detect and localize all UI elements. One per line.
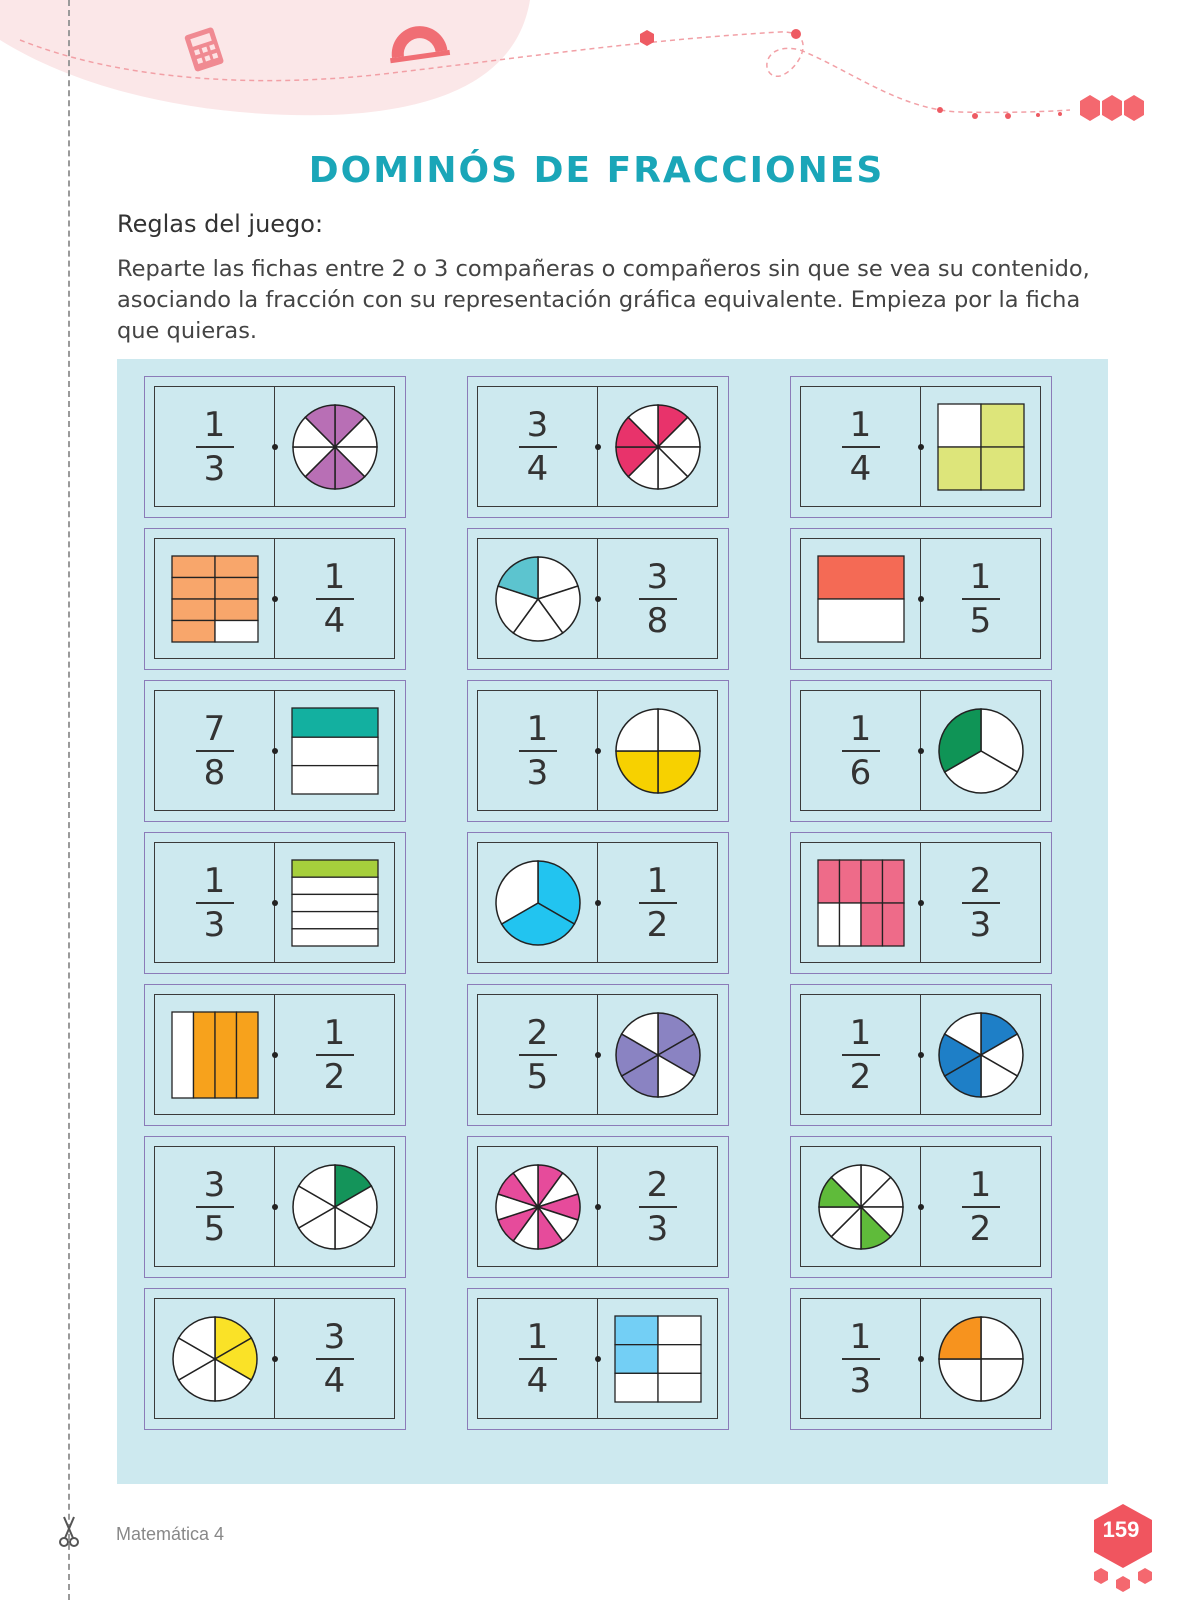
numerator: 1 xyxy=(849,708,872,749)
fraction-circle xyxy=(290,1162,380,1252)
center-dot xyxy=(272,596,278,602)
denominator: 4 xyxy=(526,1360,549,1401)
domino-tile[interactable] xyxy=(144,680,406,822)
domino-right-half xyxy=(921,843,1040,962)
rectangle-cell xyxy=(981,447,1024,490)
numerator: 1 xyxy=(969,556,992,597)
domino-left-half xyxy=(478,539,598,658)
fraction-circle xyxy=(613,402,703,492)
domino-right-half xyxy=(275,691,394,810)
domino-face xyxy=(477,1146,718,1267)
numerator: 1 xyxy=(203,860,226,901)
domino-face xyxy=(800,1298,1041,1419)
center-dot xyxy=(918,748,924,754)
denominator: 3 xyxy=(969,904,992,945)
rectangle-cell xyxy=(215,577,258,599)
rectangle-cell xyxy=(861,903,883,946)
numerator: 1 xyxy=(849,1012,872,1053)
domino-tile[interactable] xyxy=(790,376,1052,518)
rectangle-cell xyxy=(658,1373,701,1402)
domino-left-half xyxy=(801,1147,921,1266)
rectangle-cell xyxy=(236,1012,258,1098)
fraction xyxy=(842,1317,880,1401)
fraction-circle xyxy=(170,1314,260,1404)
domino-right-half xyxy=(275,843,394,962)
domino-face xyxy=(800,690,1041,811)
numerator: 2 xyxy=(969,860,992,901)
denominator: 2 xyxy=(849,1056,872,1097)
domino-left-half xyxy=(801,1299,921,1418)
domino-tile[interactable] xyxy=(467,680,729,822)
numerator: 2 xyxy=(526,1012,549,1053)
fraction-bar xyxy=(842,750,880,752)
rectangle-cell xyxy=(215,620,258,642)
fraction-rectangle xyxy=(290,858,380,948)
fraction xyxy=(196,709,234,793)
fraction xyxy=(196,861,234,945)
rectangle-cell xyxy=(818,556,904,599)
domino-right-half xyxy=(598,691,717,810)
numerator: 1 xyxy=(969,1164,992,1205)
fraction-bar xyxy=(519,750,557,752)
center-dot xyxy=(595,900,601,906)
domino-right-half xyxy=(275,1299,394,1418)
rectangle-cell xyxy=(292,911,378,928)
rectangle-cell xyxy=(292,928,378,945)
fraction-bar xyxy=(196,750,234,752)
numerator: 7 xyxy=(203,708,226,749)
domino-tile[interactable] xyxy=(144,528,406,670)
rectangle-cell xyxy=(981,404,1024,447)
domino-tile[interactable] xyxy=(467,528,729,670)
fraction-circle xyxy=(816,1162,906,1252)
page-title: DOMINÓS DE FRACCIONES xyxy=(308,150,885,191)
domino-left-half xyxy=(478,1299,598,1418)
domino-left-half xyxy=(478,843,598,962)
center-dot xyxy=(272,1052,278,1058)
domino-tile[interactable] xyxy=(790,528,1052,670)
denominator: 4 xyxy=(849,448,872,489)
domino-left-half xyxy=(155,995,275,1114)
fraction xyxy=(639,1165,677,1249)
domino-left-half xyxy=(155,539,275,658)
fraction xyxy=(639,861,677,945)
domino-right-half xyxy=(598,843,717,962)
domino-face xyxy=(477,842,718,963)
center-dot xyxy=(595,596,601,602)
center-dot xyxy=(272,1204,278,1210)
fraction-rectangle xyxy=(936,402,1026,492)
domino-tile[interactable] xyxy=(144,832,406,974)
numerator: 2 xyxy=(646,1164,669,1205)
domino-face xyxy=(800,842,1041,963)
fraction-bar xyxy=(519,1358,557,1360)
numerator: 3 xyxy=(203,1164,226,1205)
fraction-circle xyxy=(290,402,380,492)
center-dot xyxy=(272,748,278,754)
denominator: 3 xyxy=(526,752,549,793)
domino-face xyxy=(800,1146,1041,1267)
rectangle-cell xyxy=(292,708,378,737)
domino-face xyxy=(154,842,395,963)
numerator: 1 xyxy=(849,404,872,445)
cut-line xyxy=(68,0,70,1600)
denominator: 3 xyxy=(203,904,226,945)
center-dot xyxy=(918,900,924,906)
fraction xyxy=(196,405,234,489)
numerator: 1 xyxy=(323,556,346,597)
numerator: 1 xyxy=(323,1012,346,1053)
fraction-bar xyxy=(196,1206,234,1208)
denominator: 4 xyxy=(526,448,549,489)
rectangle-cell xyxy=(292,860,378,877)
fraction-circle xyxy=(936,706,1026,796)
domino-tile[interactable] xyxy=(144,1136,406,1278)
denominator: 2 xyxy=(646,904,669,945)
domino-tile[interactable] xyxy=(467,1288,729,1430)
domino-left-half xyxy=(478,995,598,1114)
fraction-bar xyxy=(962,598,1000,600)
domino-face xyxy=(800,538,1041,659)
center-dot xyxy=(918,1052,924,1058)
fraction xyxy=(842,405,880,489)
center-dot xyxy=(595,444,601,450)
numerator: 3 xyxy=(323,1316,346,1357)
domino-right-half xyxy=(275,539,394,658)
numerator: 1 xyxy=(526,1316,549,1357)
domino-tile[interactable] xyxy=(467,832,729,974)
denominator: 8 xyxy=(203,752,226,793)
denominator: 4 xyxy=(323,1360,346,1401)
rectangle-cell xyxy=(215,556,258,578)
rectangle-cell xyxy=(938,404,981,447)
fraction-bar xyxy=(842,1054,880,1056)
circle-sector xyxy=(939,1359,981,1401)
domino-right-half xyxy=(598,387,717,506)
fraction xyxy=(962,1165,1000,1249)
circle-sector xyxy=(658,709,700,751)
rectangle-cell xyxy=(172,577,215,599)
domino-face xyxy=(154,690,395,811)
domino-face xyxy=(477,690,718,811)
domino-right-half xyxy=(598,995,717,1114)
center-dot xyxy=(595,1356,601,1362)
fraction-bar xyxy=(519,446,557,448)
fraction xyxy=(316,557,354,641)
domino-right-half xyxy=(598,1299,717,1418)
circle-sector xyxy=(939,1317,981,1359)
denominator: 8 xyxy=(646,600,669,641)
domino-right-half xyxy=(921,387,1040,506)
page-number: 159 xyxy=(1102,1517,1140,1542)
domino-right-half xyxy=(275,995,394,1114)
fraction xyxy=(519,709,557,793)
rectangle-cell xyxy=(938,447,981,490)
rectangle-cell xyxy=(292,737,378,765)
domino-left-half xyxy=(801,539,921,658)
center-dot xyxy=(272,900,278,906)
fraction xyxy=(316,1317,354,1401)
domino-left-half xyxy=(155,843,275,962)
fraction xyxy=(962,861,1000,945)
fraction-bar xyxy=(842,1358,880,1360)
domino-face xyxy=(800,386,1041,507)
circle-sector xyxy=(981,1359,1023,1401)
rectangle-cell xyxy=(172,599,215,621)
denominator: 5 xyxy=(203,1208,226,1249)
fraction xyxy=(196,1165,234,1249)
fraction-circle xyxy=(936,1314,1026,1404)
cube-icon xyxy=(640,30,654,46)
fraction-rectangle xyxy=(816,858,906,948)
rectangle-cell xyxy=(172,620,215,642)
fraction-bar xyxy=(842,446,880,448)
domino-right-half xyxy=(921,539,1040,658)
rectangle-cell xyxy=(818,860,840,903)
fraction xyxy=(519,1013,557,1097)
page-badge xyxy=(1088,1502,1158,1592)
numerator: 1 xyxy=(203,404,226,445)
rectangle-cell xyxy=(615,1316,658,1345)
center-dot xyxy=(272,1356,278,1362)
domino-tile[interactable] xyxy=(790,1288,1052,1430)
rectangle-cell xyxy=(818,599,904,642)
center-dot xyxy=(918,444,924,450)
fraction-bar xyxy=(639,598,677,600)
rectangle-cell xyxy=(615,1373,658,1402)
domino-right-half xyxy=(275,387,394,506)
domino-face xyxy=(154,1146,395,1267)
rectangle-cell xyxy=(882,903,904,946)
rectangle-cell xyxy=(658,1344,701,1373)
domino-left-half xyxy=(801,387,921,506)
fraction-rectangle xyxy=(170,554,260,644)
denominator: 3 xyxy=(849,1360,872,1401)
domino-face xyxy=(154,538,395,659)
scissors-icon xyxy=(54,1515,84,1549)
fraction-circle xyxy=(613,1010,703,1100)
domino-tile[interactable] xyxy=(467,984,729,1126)
fraction xyxy=(519,405,557,489)
fraction xyxy=(316,1013,354,1097)
header-decoration xyxy=(0,0,1193,140)
center-dot xyxy=(595,1204,601,1210)
footer-book-title: Matemática 4 xyxy=(116,1524,225,1544)
domino-right-half xyxy=(921,1147,1040,1266)
rectangle-cell xyxy=(292,894,378,911)
rectangle-cell xyxy=(215,599,258,621)
domino-left-half xyxy=(155,691,275,810)
rectangle-cell xyxy=(172,556,215,578)
domino-face xyxy=(477,1298,718,1419)
rectangle-cell xyxy=(215,1012,237,1098)
domino-right-half xyxy=(921,691,1040,810)
domino-right-half xyxy=(598,1147,717,1266)
domino-left-half xyxy=(155,387,275,506)
numerator: 3 xyxy=(646,556,669,597)
domino-tile[interactable] xyxy=(790,832,1052,974)
center-dot xyxy=(918,596,924,602)
fraction-bar xyxy=(316,1358,354,1360)
domino-tile[interactable] xyxy=(144,376,406,518)
numerator: 1 xyxy=(526,708,549,749)
rules-text: Reparte las fichas entre 2 o 3 compañeras o compañeros sin que se vea su contenido, asociando la fracción con su representación gráfica equivalente. Empieza por la ficha que quieras. xyxy=(117,256,1090,344)
rectangle-cell xyxy=(172,1012,194,1098)
rectangle-cell xyxy=(292,877,378,894)
fraction-bar xyxy=(316,598,354,600)
rectangle-cell xyxy=(839,860,861,903)
domino-tile[interactable] xyxy=(790,680,1052,822)
denominator: 5 xyxy=(969,600,992,641)
fraction-circle xyxy=(613,706,703,796)
denominator: 2 xyxy=(969,1208,992,1249)
cubes-icon xyxy=(1080,95,1144,121)
fraction xyxy=(842,1013,880,1097)
rectangle-cell xyxy=(658,1316,701,1345)
rectangle-cell xyxy=(818,903,840,946)
domino-face xyxy=(477,386,718,507)
fraction-bar xyxy=(196,902,234,904)
rectangle-cell xyxy=(882,860,904,903)
domino-tile[interactable] xyxy=(144,984,406,1126)
fraction xyxy=(842,709,880,793)
denominator: 3 xyxy=(646,1208,669,1249)
fraction-circle xyxy=(493,858,583,948)
circle-sector xyxy=(981,1317,1023,1359)
fraction-rectangle xyxy=(170,1010,260,1100)
fraction xyxy=(962,557,1000,641)
domino-right-half xyxy=(921,1299,1040,1418)
domino-tile[interactable] xyxy=(467,376,729,518)
rectangle-cell xyxy=(839,903,861,946)
domino-face xyxy=(477,994,718,1115)
center-dot xyxy=(595,748,601,754)
numerator: 3 xyxy=(526,404,549,445)
domino-board xyxy=(117,359,1108,1484)
domino-right-half xyxy=(921,995,1040,1114)
fraction-rectangle xyxy=(290,706,380,796)
fraction-bar xyxy=(519,1054,557,1056)
denominator: 2 xyxy=(323,1056,346,1097)
rectangle-cell xyxy=(292,765,378,793)
fraction-bar xyxy=(962,1206,1000,1208)
domino-face xyxy=(154,1298,395,1419)
denominator: 6 xyxy=(849,752,872,793)
denominator: 3 xyxy=(203,448,226,489)
circle-sector xyxy=(616,709,658,751)
domino-tile[interactable] xyxy=(144,1288,406,1430)
domino-left-half xyxy=(478,1147,598,1266)
center-dot xyxy=(918,1356,924,1362)
fraction-bar xyxy=(962,902,1000,904)
domino-face xyxy=(154,994,395,1115)
fraction-circle xyxy=(493,1162,583,1252)
circle-sector xyxy=(616,751,658,793)
rectangle-cell xyxy=(861,860,883,903)
rectangle-cell xyxy=(615,1344,658,1373)
fraction-circle xyxy=(493,554,583,644)
domino-left-half xyxy=(478,691,598,810)
domino-tile[interactable] xyxy=(790,1136,1052,1278)
circle-sector xyxy=(658,751,700,793)
center-dot xyxy=(918,1204,924,1210)
domino-left-half xyxy=(801,691,921,810)
domino-left-half xyxy=(478,387,598,506)
fraction-circle xyxy=(936,1010,1026,1100)
domino-right-half xyxy=(275,1147,394,1266)
denominator: 5 xyxy=(526,1056,549,1097)
rules-heading: Reglas del juego: xyxy=(117,210,324,238)
fraction-rectangle xyxy=(613,1314,703,1404)
domino-right-half xyxy=(598,539,717,658)
fraction-bar xyxy=(196,446,234,448)
center-dot xyxy=(272,444,278,450)
domino-left-half xyxy=(801,995,921,1114)
fraction-bar xyxy=(639,1206,677,1208)
domino-face xyxy=(800,994,1041,1115)
center-dot xyxy=(595,1052,601,1058)
rectangle-cell xyxy=(193,1012,215,1098)
numerator: 1 xyxy=(646,860,669,901)
fraction-bar xyxy=(639,902,677,904)
numerator: 1 xyxy=(849,1316,872,1357)
domino-tile[interactable] xyxy=(467,1136,729,1278)
fraction xyxy=(639,557,677,641)
domino-face xyxy=(477,538,718,659)
domino-left-half xyxy=(155,1299,275,1418)
domino-face xyxy=(154,386,395,507)
domino-tile[interactable] xyxy=(790,984,1052,1126)
domino-left-half xyxy=(801,843,921,962)
denominator: 4 xyxy=(323,600,346,641)
fraction xyxy=(519,1317,557,1401)
fraction-rectangle xyxy=(816,554,906,644)
fraction-bar xyxy=(316,1054,354,1056)
domino-left-half xyxy=(155,1147,275,1266)
